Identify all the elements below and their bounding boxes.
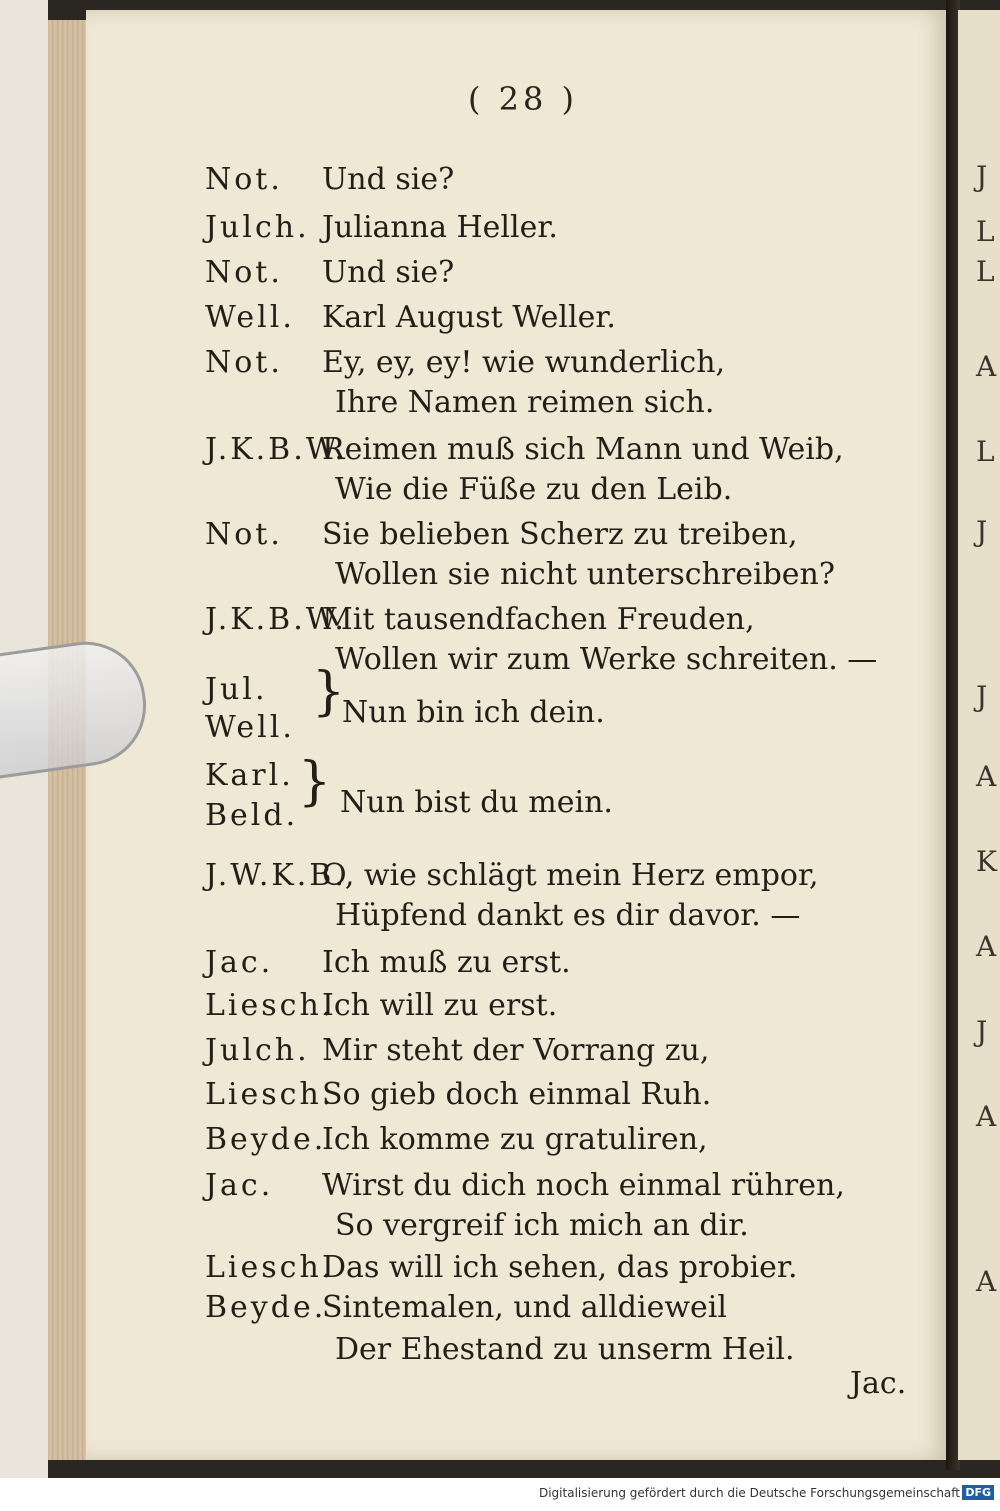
dialogue-text: Julianna Heller. — [322, 210, 558, 245]
dfg-logo: DFG — [962, 1485, 994, 1500]
speaker-label: Jac. — [205, 945, 274, 980]
dialogue-text: Das will ich sehen, das probier. — [322, 1250, 798, 1285]
speaker-label: Beyde. — [205, 1290, 327, 1325]
dialogue-text: Wie die Füße zu den Leib. — [335, 472, 733, 507]
speaker-label: Karl. — [205, 758, 294, 793]
speaker-label: Not. — [205, 345, 283, 380]
dialogue-text: Der Ehestand zu unserm Heil. — [335, 1332, 795, 1367]
dialogue-text: Und sie? — [322, 162, 455, 197]
dialogue-text: Ich muß zu erst. — [322, 945, 571, 980]
dialogue-text: Sie belieben Scherz zu treiben, — [322, 517, 798, 552]
dialogue-text: Wollen sie nicht unterschreiben? — [335, 557, 835, 592]
speaker-label: Not. — [205, 517, 283, 552]
speaker-label: J.K.B.W. — [205, 432, 347, 467]
speaker-label: J.K.B.W. — [205, 602, 347, 637]
speaker-label: Liesch. — [205, 1077, 335, 1112]
footer-credit: Digitalisierung gefördert durch die Deutsche Forschungsgemeinschaft — [538, 1486, 960, 1500]
brace-mark: } — [298, 752, 332, 812]
dialogue-text: Nun bist du mein. — [340, 785, 613, 820]
dialogue-text: O, wie schlägt mein Herz empor, — [322, 858, 819, 893]
dialogue-text: Karl August Weller. — [322, 300, 616, 335]
dialogue-text: Wirst du dich noch einmal rühren, — [322, 1168, 845, 1203]
dialogue-text: So vergreif ich mich an dir. — [335, 1208, 749, 1243]
dialogue-text: Ich will zu erst. — [322, 988, 558, 1023]
speaker-label: Julch. — [205, 210, 310, 245]
dialogue-text: Nun bin ich dein. — [342, 695, 605, 730]
dialogue-text: Hüpfend dankt es dir davor. — — [335, 898, 801, 933]
dialogue-text: Mit tausendfachen Freuden, — [322, 602, 755, 637]
speaker-label: Liesch. — [205, 1250, 335, 1285]
brace-mark: } — [312, 662, 346, 722]
dialogue-text: Mir steht der Vorrang zu, — [322, 1033, 710, 1068]
dialogue-text: Ihre Namen reimen sich. — [335, 385, 715, 420]
speaker-label: Well. — [205, 300, 295, 335]
speaker-label: Well. — [205, 710, 295, 745]
speaker-label: Liesch. — [205, 988, 335, 1023]
catchword: Jac. — [850, 1366, 907, 1401]
speaker-label: Not. — [205, 255, 283, 290]
next-page-edge: J L L A L J J A K A J A A — [958, 10, 1000, 1460]
dialogue-text: Ey, ey, ey! wie wunderlich, — [322, 345, 726, 380]
dialogue-text: Reimen muß sich Mann und Weib, — [322, 432, 844, 467]
speaker-label: Not. — [205, 162, 283, 197]
dialogue-text: So gieb doch einmal Ruh. — [322, 1077, 712, 1112]
dialogue-text: Wollen wir zum Werke schreiten. — — [335, 642, 878, 677]
page-number: ( 28 ) — [468, 80, 579, 118]
speaker-label: J.W.K.B. — [205, 858, 347, 893]
speaker-label: Jul. — [205, 672, 268, 707]
dialogue-text: Ich komme zu gratuliren, — [322, 1122, 708, 1157]
speaker-label: Beld. — [205, 798, 299, 833]
speaker-label: Beyde. — [205, 1122, 327, 1157]
dialogue-text: Sintemalen, und alldieweil — [322, 1290, 727, 1325]
footer-bar — [0, 1478, 1000, 1511]
dialogue-text: Und sie? — [322, 255, 455, 290]
speaker-label: Julch. — [205, 1033, 310, 1068]
speaker-label: Jac. — [205, 1168, 274, 1203]
